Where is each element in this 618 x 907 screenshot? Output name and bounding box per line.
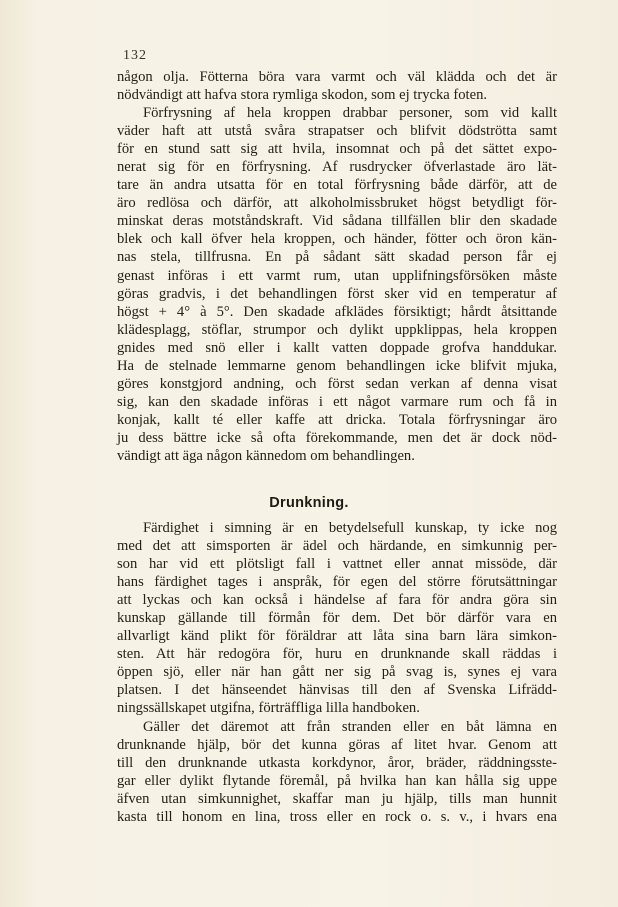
text-line: drunknande hjälp, bör det kunna göras af litet hvar. Genom att bbox=[117, 736, 557, 753]
text-line: någon olja. Fötterna böra vara varmt och väl klädda och det är bbox=[117, 69, 557, 85]
text-line: gar eller dylikt flytande föremål, på hvilka han kan hålla sig uppe bbox=[117, 772, 557, 789]
text-line: sig, kan den skadade införas i ett något varmare rum och få in bbox=[117, 393, 557, 410]
text-line: nerat sig för en förfrysning. Af rusdrycker öfverlastade äro lät- bbox=[117, 159, 557, 176]
body-text-drowning bbox=[117, 519, 557, 826]
text-line: vändigt att äga någon kännedom om behandlingen. bbox=[117, 447, 415, 464]
text-line: genast införas i ett varmt rum, utan upplifningsförsöken måste bbox=[117, 267, 557, 284]
text-line: att lyckas och kan också i händelse af fara för andra göra sin bbox=[117, 592, 557, 609]
text-line: Gäller det däremot att från stranden eller en båt lämna en bbox=[143, 718, 557, 735]
text-line: till den drunknande utkasta korkdynor, åror, bräder, räddningsste- bbox=[117, 754, 557, 771]
text-line: tare än andra utsatta för en total förfrysning både därför, att de bbox=[117, 177, 557, 194]
text-line: konjak, kallt té eller kaffe att dricka. Totala förfrysningar äro bbox=[117, 411, 557, 428]
text-line: högst + 4° à 5°. Den skadade afklädes försiktigt; hårdt åtsittande bbox=[117, 303, 557, 320]
text-line: kasta till honom en lina, tross eller en rock o. s. v., i hvars ena bbox=[117, 808, 557, 825]
text-line: Färdighet i simning är en betydelsefull kunskap, ty icke nog bbox=[143, 520, 557, 536]
text-line: platsen. I det hänseendet hänvisas till den af Svenska Lifrädd- bbox=[117, 682, 557, 699]
text-line: son har vid ett plötsligt fall i vattnet eller annat missöde, där bbox=[117, 556, 557, 573]
text-line: nas stela, tillfrusna. En på sådant sätt skadad person får ej bbox=[117, 249, 557, 266]
text-line: sten. Att här redogöra för, huru en drunknande skall räddas i bbox=[117, 646, 557, 663]
page-number: 132 bbox=[123, 48, 147, 63]
text-line: Ha de stelnade lemmarne genom behandlingen icke blifvit mjuka, bbox=[117, 357, 557, 374]
text-line: allvarligt känd plikt för föräldrar att låta sina barn lära simkon- bbox=[117, 628, 557, 645]
text-line: kunskap gällande till förmån för dem. Det bör därför vara en bbox=[117, 610, 557, 627]
text-line: väder haft att utstå svåra strapatser och blifvit dödströtta samt bbox=[117, 123, 557, 140]
text-line: ningssällskapet utgifna, förträffliga lilla handboken. bbox=[117, 700, 420, 717]
text-line: för en stund satt sig att hvila, insomnat och på det sättet expo- bbox=[117, 141, 557, 158]
text-line: äro redlösa och därför, att alkoholmissbruket högst betydligt för- bbox=[117, 195, 557, 212]
text-line: göres konstgjord andning, och först sedan verkan af denna visat bbox=[117, 375, 557, 392]
text-line: nödvändigt att hafva stora rymliga skodon, som ej trycka foten. bbox=[117, 87, 488, 104]
section-heading: Drunkning. bbox=[269, 495, 349, 511]
text-line: hans färdighet tages i anspråk, för egen del större förutsättningar bbox=[117, 574, 557, 591]
text-line: med det att simsporten är ädel och härdande, en simkunnig per- bbox=[117, 538, 557, 555]
text-line: gnides med snö eller i kallt vatten doppade grofva handdukar. bbox=[117, 339, 557, 356]
text-line: ju dess bättre icke så ofta förekommande, men det är dock nöd- bbox=[117, 429, 557, 446]
text-line: blek och kall öfver hela kroppen, och händer, fötter och öron kän- bbox=[117, 231, 557, 248]
text-line: göras gradvis, i det behandlingen först sker vid en temperatur af bbox=[117, 285, 557, 302]
text-line: klädesplagg, stöflar, strumpor och dylikt uppklippas, hela kroppen bbox=[117, 321, 557, 338]
text-line: minskat deras motståndskraft. Vid sådana tillfällen blir den skadade bbox=[117, 213, 557, 230]
body-text-frostbite bbox=[117, 68, 557, 465]
text-line: Förfrysning af hela kroppen drabbar personer, som vid kallt bbox=[143, 105, 557, 122]
text-line: öppen sjö, eller när han gått ner sig på svag is, synes ej vara bbox=[117, 664, 557, 681]
text-line: äfven utan simkunnighet, skaffar man ju hjälp, tills man hunnit bbox=[117, 790, 557, 807]
